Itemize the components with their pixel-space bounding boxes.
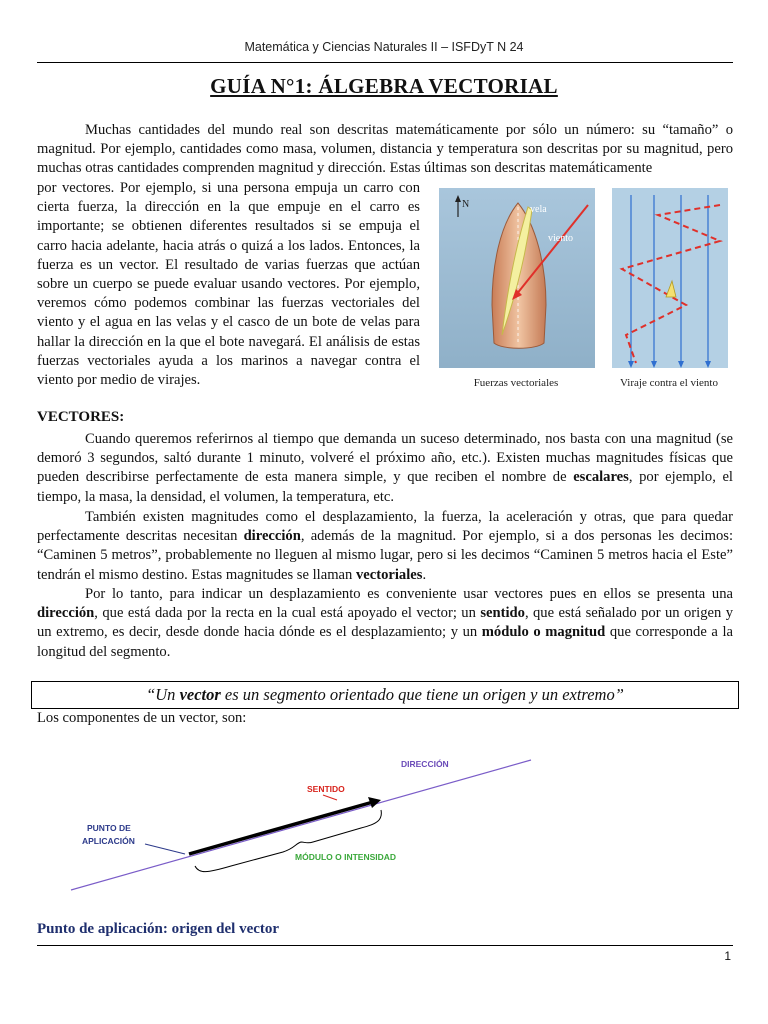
page-number: 1 xyxy=(724,949,731,963)
sentido-pointer xyxy=(323,795,337,800)
module-brace xyxy=(195,810,381,872)
vector-diagram-svg xyxy=(37,740,557,905)
page-title: GUÍA N°1: ÁLGEBRA VECTORIAL xyxy=(210,74,558,98)
vector-diagram xyxy=(37,740,557,905)
direction-line xyxy=(71,760,531,890)
vectores-paragraph-1 xyxy=(37,430,733,507)
punto-pointer xyxy=(145,844,185,854)
quote-term-vector: vector xyxy=(179,685,221,704)
p3-text-e: , que está señalado por un origen y un extremo, es decir, desde donde hacia dónde es el desplazamiento; y un xyxy=(37,605,733,641)
label-punto-line2: APLICACIÓN xyxy=(82,836,135,846)
water-right xyxy=(612,188,728,368)
sailing-figure-svg xyxy=(436,185,731,397)
p3-term-direccion: dirección xyxy=(37,605,95,622)
label-modulo: MÓDULO O INTENSIDAD xyxy=(295,852,397,862)
caption-right: Viraje contra el viento xyxy=(620,377,718,389)
subheading-punto-aplicacion: Punto de aplicación: origen del vector xyxy=(37,921,280,937)
definition-box xyxy=(31,681,739,709)
viento-label: viento xyxy=(548,233,573,244)
intro-paragraph-wrap: por vectores. Por ejemplo, si una persona empuja un carro con cierta fuerza, la dirección en la que empuje en el carro es importante; se obtienen diferentes resultados si se empuja el carro hacia adelante, hacia atrás o quizá a los lados. Entonces, la fuerza es un vector. El resultado de varias fuerzas que actúan sobre un cuerpo se puede evaluar usando vectores. Por ejemplo, veremos cómo podemos combinar las fuerzas vectoriales del viento y el agua en las velas y el casco de un bote de velas para hallar la dirección en la que el bote navegará. El análisis de estas fuerzas vectoriales ayuda a los marinos a navegar contra el viento por medio de virajes. xyxy=(37,180,420,389)
page-header: Matemática y Ciencias Naturales II – ISFDyT N 24 xyxy=(244,40,524,54)
p3-term-sentido: sentido xyxy=(480,605,525,622)
intro-paragraph-top: Muchas cantidades del mundo real son descritas matemáticamente por sólo un número: su “tamaño” o magnitud. Por ejemplo, cantidades como masa, volumen, distancia y temperatura son descritas por su magnitud, pero muchas otras cantidades comprenden magnitud y dirección. Estas últimas son descritas matemáticamente xyxy=(37,122,733,177)
components-intro: Los componentes de un vector, son: xyxy=(37,710,247,726)
header-rule xyxy=(37,62,733,63)
footer-rule xyxy=(37,945,733,946)
p2-text-a: También existen magnitudes como el desplazamiento, la fuerza, la aceleración y otras, que para quedar perfectamente descritas necesitan xyxy=(37,509,733,545)
sailing-figure xyxy=(436,185,731,397)
vectores-paragraph-2 xyxy=(37,508,733,585)
section-heading-vectores: VECTORES: xyxy=(37,409,125,425)
label-punto-line1: PUNTO DE xyxy=(87,823,131,833)
p3-text-g: que corresponde a la longitud del segmento. xyxy=(37,624,733,660)
north-label: N xyxy=(462,199,470,210)
caption-left: Fuerzas vectoriales xyxy=(473,377,559,389)
vector-segment xyxy=(189,802,373,854)
p2-text-e: . xyxy=(422,566,427,583)
p2-term-direccion: dirección xyxy=(243,528,301,545)
label-sentido: SENTIDO xyxy=(307,784,345,794)
p2-term-vectoriales: vectoriales xyxy=(355,566,423,583)
p3-text-c: , que está dada por la recta en la cual está apoyado el vector; un xyxy=(94,605,481,622)
p1-term-escalares: escalares xyxy=(573,469,629,486)
vectores-paragraph-3 xyxy=(37,585,733,662)
p1-text-c: , por ejemplo, el tiempo, la masa, la densidad, el volumen, la temperatura, etc. xyxy=(37,469,733,505)
quote-open: “Un xyxy=(146,685,180,704)
p1-text-a: Cuando queremos referirnos al tiempo que demanda un suceso determinado, nos basta con una magnitud (se demoró 3 segundos, saltó durante 1 minuto, volveré el próximo año, etc.). Existen muchas magnitudes físicas que pueden describirse perfectamente de esta manera simple, y que reciben el nombre de xyxy=(37,431,733,486)
vela-label: vela xyxy=(530,204,547,215)
quote-rest: es un segmento orientado que tiene un origen y un extremo” xyxy=(220,685,624,704)
p2-text-c: , además de la magnitud. Por ejemplo, si a dos personas les decimos: “Caminen 5 metros”, probablemente no lleguen al mismo lugar, pero si les decimos “Caminen 5 metros hacia el Este” tendrán el mismo destino. Estas magnitudes se llaman xyxy=(37,528,733,583)
p3-term-modulo: módulo o magnitud xyxy=(481,624,606,641)
p3-text-a: Por lo tanto, para indicar un desplazamiento es conveniente usar vectores pues en ellos se presenta una xyxy=(85,586,733,602)
label-direccion: DIRECCIÓN xyxy=(401,759,449,769)
